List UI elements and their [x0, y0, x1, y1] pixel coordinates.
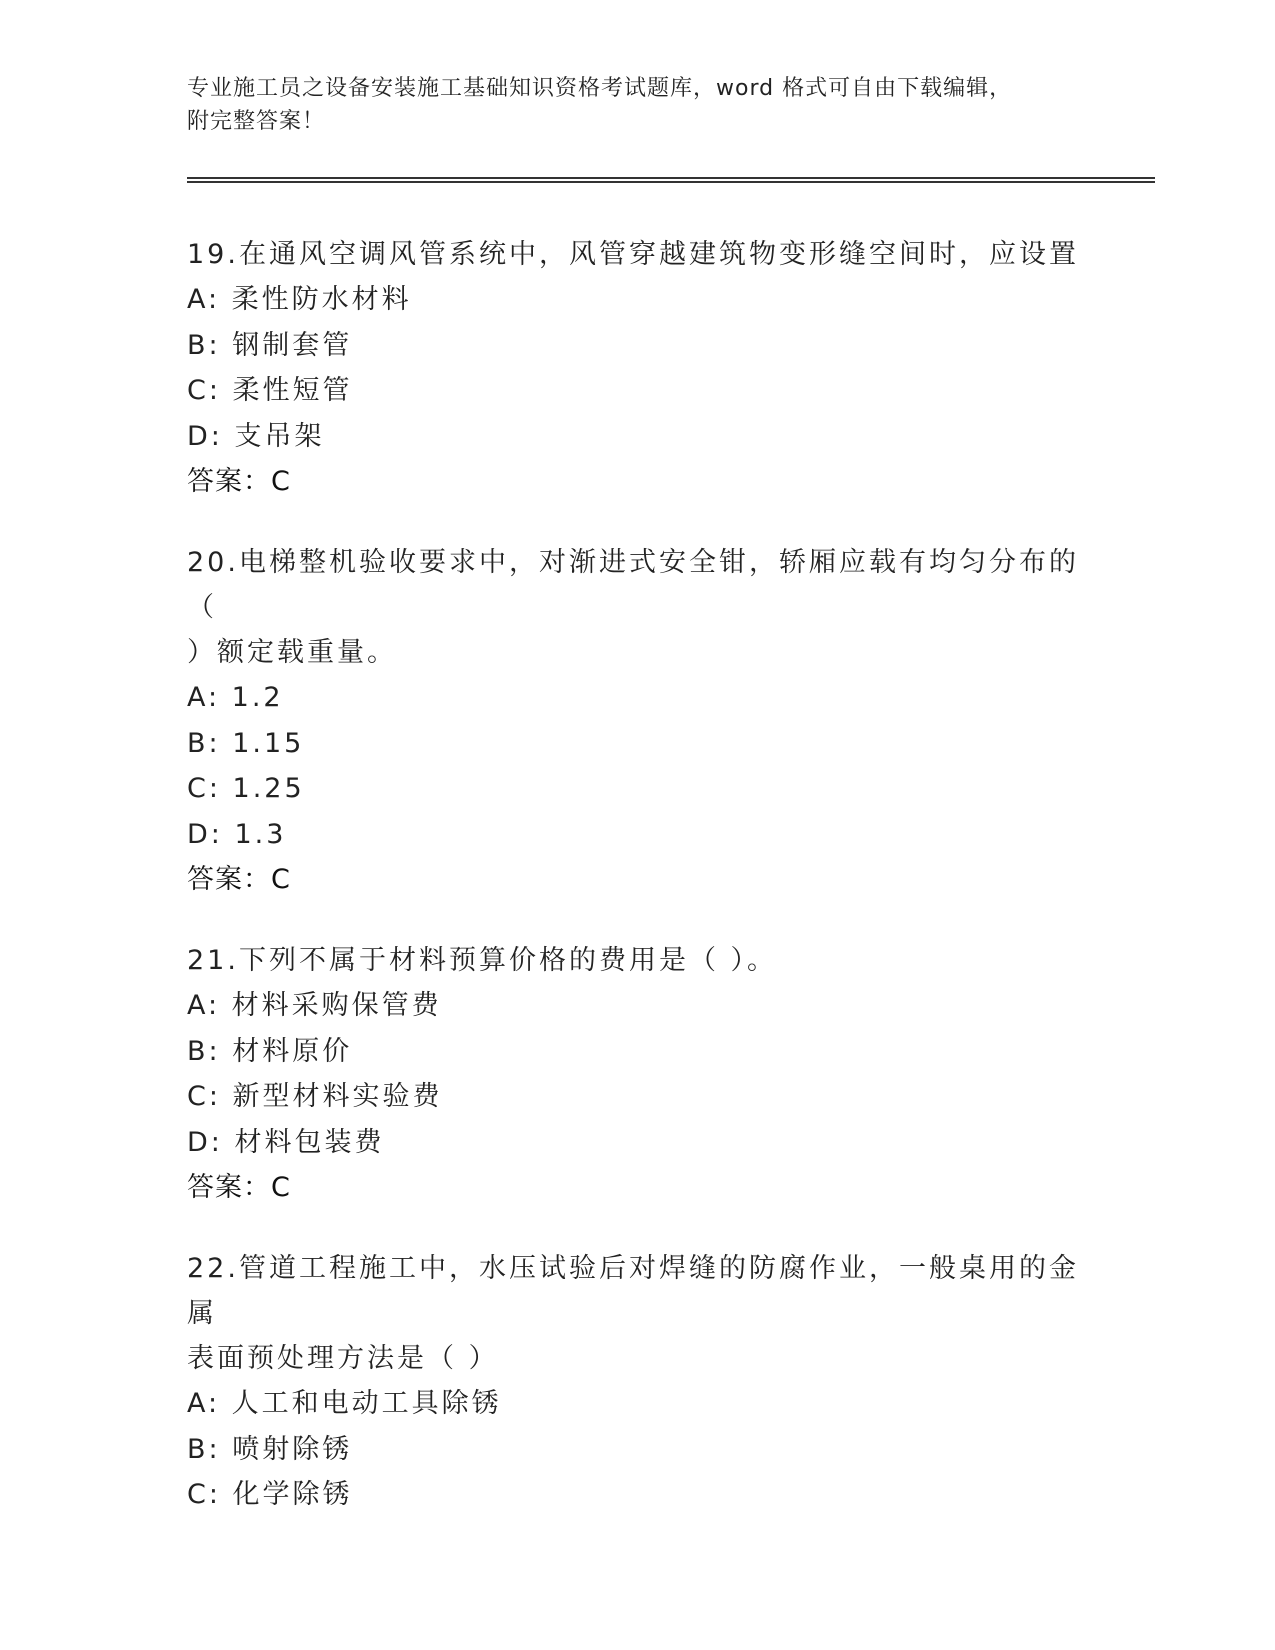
- option-a: A: 1.2: [187, 682, 284, 713]
- header-line-2: 附完整答案！: [187, 109, 326, 134]
- question-stem-continued: 表面预处理方法是（ ）: [187, 1343, 499, 1374]
- option-c: C: 新型材料实验费: [187, 1081, 443, 1112]
- option-b: B: 喷射除锈: [187, 1433, 353, 1465]
- header-divider: [187, 177, 1155, 183]
- answer: 答案：C: [187, 466, 291, 497]
- header-line-1: 专业施工员之设备安装施工基础知识资格考试题库，word 格式可自由下载编辑，: [187, 76, 1013, 101]
- question-19: [187, 232, 1087, 504]
- option-b: B: 1.15: [187, 727, 305, 759]
- question-21: [187, 938, 1087, 1210]
- question-stem: 21.下列不属于材料预算价格的费用是（ ）。: [187, 945, 778, 976]
- answer: 答案：C: [187, 864, 291, 895]
- option-a: A: 材料采购保管费: [187, 990, 442, 1021]
- option-c: C: 化学除锈: [187, 1479, 353, 1510]
- question-stem: 22.管道工程施工中，水压试验后对焊缝的防腐作业，一般桌用的金属: [187, 1253, 1079, 1329]
- option-a: A: 柔性防水材料: [187, 284, 412, 315]
- option-b: B: 材料原价: [187, 1035, 353, 1067]
- option-c: C: 1.25: [187, 773, 305, 804]
- option-a: A: 人工和电动工具除锈: [187, 1388, 502, 1419]
- option-d: D: 1.3: [187, 818, 287, 850]
- option-b: B: 钢制套管: [187, 329, 353, 361]
- question-22: [187, 1246, 1087, 1518]
- option-c: C: 柔性短管: [187, 375, 353, 406]
- question-stem: 20.电梯整机验收要求中，对渐进式安全钳，轿厢应载有均匀分布的（: [187, 547, 1079, 623]
- question-20: [187, 540, 1087, 902]
- question-stem-continued: ）额定载重量。: [187, 637, 397, 668]
- option-d: D: 材料包装费: [187, 1126, 385, 1158]
- question-stem: 19.在通风空调风管系统中，风管穿越建筑物变形缝空间时，应设置: [187, 239, 1079, 270]
- question-list: [187, 232, 1087, 1554]
- document-header: [187, 72, 1087, 138]
- answer: 答案：C: [187, 1172, 291, 1203]
- option-d: D: 支吊架: [187, 420, 325, 452]
